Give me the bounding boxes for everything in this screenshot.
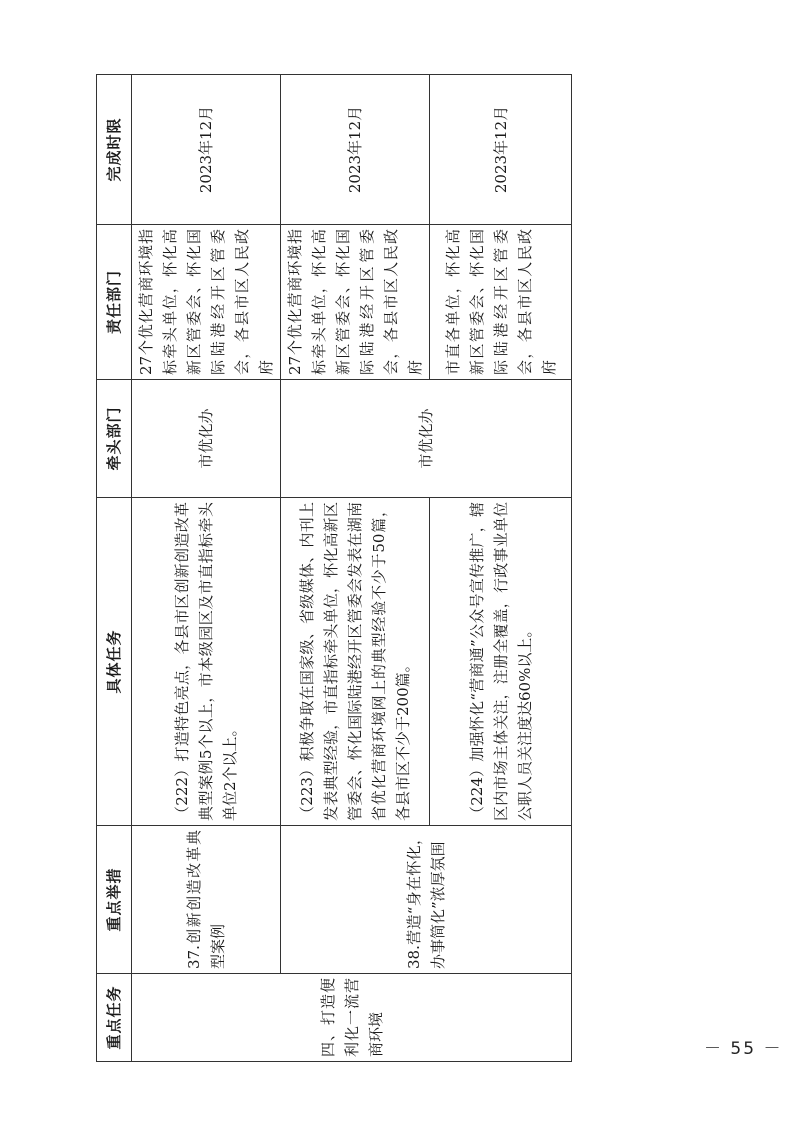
deadline-cell: 2023年12月 [281,75,430,225]
responsible-department-cell: 27个优化营商环境指标牵头单位，怀化高新区管委会、怀化国际陆港经开区管委会，各县市区人民政府 [281,225,430,380]
key-task-cell: 四、打造便利化一流营商环境 [132,974,572,1062]
page-number: － 55 － [704,1039,783,1059]
task-table [96,74,572,1062]
measure-cell: 38.营造“身在怀化，办事简化”浓厚氛围 [281,826,572,974]
rotated-table-container [96,75,558,1062]
header-deadline: 完成时限 [97,75,132,225]
measure-cell: 37.创新创造改革典型案例 [132,826,281,974]
table-row [132,75,281,1062]
lead-department-cell: 市优化办 [281,380,572,498]
task-cell: （223）积极争取在国家级、省级媒体、内刊上发表典型经验，市直指标牵头单位，怀化高新区管委会、怀化国际陆港经开区管委会发表在湖南省优化营商环境网上的典型经验不少于50篇，各县市区不少于200篇。 [281,498,430,826]
deadline-cell: 2023年12月 [132,75,281,225]
header-responsible-department: 责任部门 [97,225,132,380]
task-cell: （222）打造特色亮点，各县市区创新创造改革典型案例5个以上，市本级园区及市直指标牵头单位2个以上。 [132,498,281,826]
header-specific-task: 具体任务 [97,498,132,826]
header-key-measure: 重点举措 [97,826,132,974]
header-key-task: 重点任务 [97,974,132,1062]
table-row [281,75,430,1062]
responsible-department-cell: 27个优化营商环境指标牵头单位，怀化高新区管委会、怀化国际陆港经开区管委会，各县市区人民政府 [132,225,281,380]
header-lead-department: 牵头部门 [97,380,132,498]
responsible-department-cell: 市直各单位，怀化高新区管委会、怀化国际陆港经开区管委会，各县市区人民政府 [430,225,572,380]
deadline-cell: 2023年12月 [430,75,572,225]
lead-department-cell: 市优化办 [132,380,281,498]
task-cell: （224）加强怀化“营商通”公众号宣传推广，辖区内市场主体关注，注册全覆盖，行政事业单位公职人员关注度达60%以上。 [430,498,572,826]
table-header-row [97,75,132,1062]
